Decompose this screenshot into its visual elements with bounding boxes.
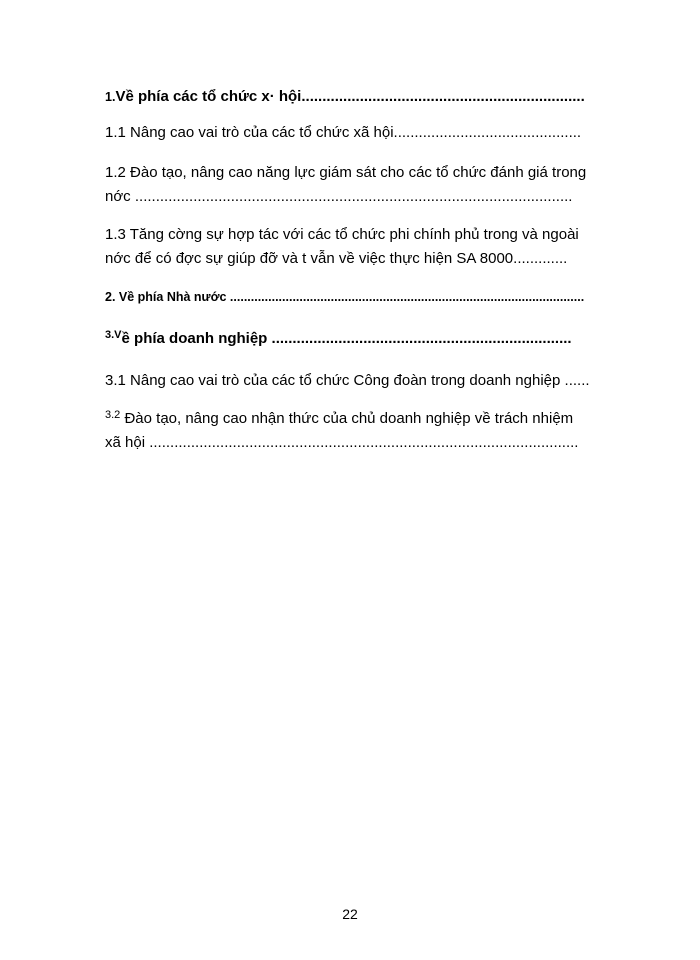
item-1-2-leader: .........................................................................................................	[130, 188, 573, 205]
item-3-1-text: 3.1 Nâng cao vai trò của các tổ chức Công đoàn trong doanh nghiệp	[105, 372, 561, 389]
section-1-title: Về phía các tổ chức x· hội	[115, 88, 302, 105]
page-number: 22	[342, 906, 358, 922]
item-1-3-text-cont: nớc để có đợc sự giúp đỡ và t vẫn về việc thực hiện SA 8000	[105, 250, 514, 267]
section-3-title: ề phía doanh nghiệp	[121, 330, 268, 347]
item-1-1-text: 1.1 Nâng cao vai trò của các tổ chức xã hội	[105, 124, 394, 141]
item-1-3-leader: .............	[513, 250, 568, 267]
section-2-title: 2. Về phía Nhà nước	[105, 290, 227, 304]
item-3-2-line-2	[105, 434, 635, 452]
section-3-heading	[105, 330, 635, 349]
item-1-2-text: 1.2 Đào tạo, nâng cao năng lực giám sát cho các tổ chức đánh giá trong	[105, 164, 587, 181]
item-1-1	[105, 124, 635, 142]
item-1-2-text-cont: nớc	[105, 188, 131, 205]
item-1-2-line-1	[105, 164, 635, 182]
item-3-2-leader: .......................................................................................................	[145, 434, 579, 451]
section-1-heading	[105, 88, 635, 106]
section-2-leader: ......................................................................................................	[226, 290, 585, 304]
item-3-1	[105, 372, 635, 390]
section-2-heading	[105, 288, 635, 306]
item-1-3-text: 1.3 Tăng cờng sự hợp tác với các tổ chức phi chính phủ trong và ngoài	[105, 226, 579, 243]
section-3-leader: ........................................................................	[267, 330, 572, 347]
item-1-3-line-2	[105, 250, 635, 268]
item-1-2-line-2	[105, 188, 635, 206]
item-3-2-number: 3.2	[105, 410, 121, 421]
item-1-1-leader: .............................................	[393, 124, 582, 141]
item-3-2-text: Đào tạo, nâng cao nhận thức của chủ doanh nghiệp về trách nhiệm	[120, 410, 574, 427]
item-1-3-line-1	[105, 226, 635, 244]
section-3-number: 3.V	[105, 330, 122, 341]
item-3-1-leader: ......	[560, 372, 590, 389]
item-3-2-text-cont: xã hội	[105, 434, 146, 451]
section-1-number: 1.	[105, 90, 116, 104]
section-1-leader: ....................................................................	[301, 88, 585, 105]
item-3-2-line-1	[105, 410, 635, 429]
